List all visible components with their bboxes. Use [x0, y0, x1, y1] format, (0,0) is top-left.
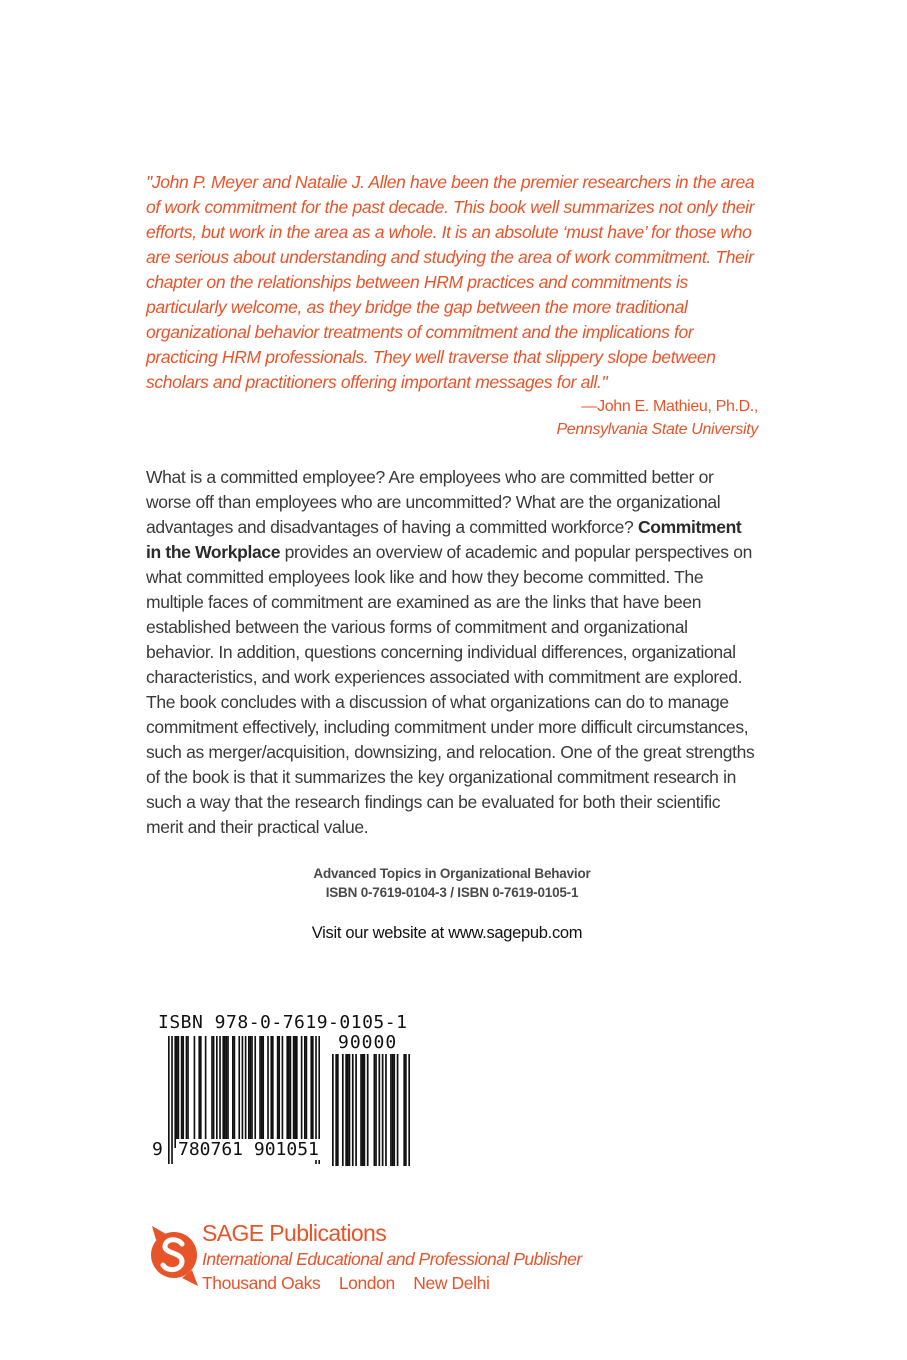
barcode-bar [222, 1036, 224, 1148]
barcode-isbn-text: ISBN 978-0-7619-0105-1 [158, 1012, 408, 1033]
barcode-bar [242, 1036, 244, 1148]
barcode-bar [335, 1054, 337, 1166]
barcode-bar [213, 1036, 215, 1148]
barcode-bar [171, 1036, 173, 1164]
barcode-bar [375, 1054, 377, 1166]
barcode-bar [286, 1036, 288, 1148]
barcode-bar [270, 1036, 272, 1148]
barcode-bar [385, 1054, 387, 1166]
barcode-bar [168, 1036, 170, 1164]
barcode-bar [181, 1036, 183, 1148]
barcode-bar [219, 1036, 221, 1148]
sage-logo-icon [148, 1218, 202, 1293]
barcode-ean-first-digit: 9 [152, 1139, 163, 1160]
barcode-bar [178, 1036, 180, 1148]
series-isbns: ISBN 0-7619-0104-3 / ISBN 0-7619-0105-1 [325, 885, 579, 900]
barcode-bar [277, 1036, 279, 1148]
series-info [146, 864, 758, 902]
barcode-bar [310, 1036, 312, 1148]
series-name: Advanced Topics in Organizational Behavior [313, 866, 591, 881]
barcode-bar [254, 1036, 256, 1148]
barcode-bar [294, 1036, 296, 1148]
barcode-bar [232, 1036, 234, 1148]
barcode-bar [290, 1036, 292, 1148]
barcode-bar [392, 1054, 394, 1166]
description-body: provides an overview of academic and popular perspectives on what committed employees look like and how they become committed. The multiple faces of commitment are examined as are the links that have been established between the various forms of commitment and organizational behavior. In addition, questions concerning individual differences, organizational characteristics, and work experiences associated with commitment are explored. The book concludes with a discussion of what organizations can do to manage commitment effectively, including commitment under more difficult circumstances, such as merger/acquisition, downsizing, and relocation. One of the great strengths of the book is that it summarizes the key organizational commitment research in such a way that the research findings can be evaluated for both their scientific merit and their practical value. [146, 542, 755, 837]
barcode-bar [301, 1036, 303, 1148]
barcode-bar [408, 1054, 410, 1166]
barcode-bar [216, 1036, 218, 1148]
publisher-city: New Delhi [413, 1273, 490, 1293]
barcode-bar [205, 1036, 207, 1148]
barcode-bar [267, 1036, 269, 1148]
barcode-bar [261, 1036, 263, 1148]
barcode-bar [405, 1054, 407, 1166]
barcode-bar [226, 1036, 228, 1148]
barcode-bar [278, 1036, 280, 1148]
barcode-bar [245, 1036, 247, 1148]
barcode-bar [364, 1054, 366, 1166]
barcode-bar [347, 1054, 349, 1166]
barcode-bar [382, 1054, 384, 1166]
endorsement-quote: "John P. Meyer and Natalie J. Allen have been the premier researchers in the area of work commitment for the past decade. This book well summarizes not only their efforts, but work in the area as a whole. It is an absolute ‘must have’ for those who are serious about understanding and studying the area of work commitment. Their chapter on the relationships between HRM practices and commitments is particularly welcome, as they bridge the gap between the more traditional organizational behavior treatments of commitment and the implications for practicing HRM professionals. They well traverse that slippery slope between scholars and practitioners offering important messages for all." [146, 172, 755, 392]
barcode-bar [367, 1054, 369, 1166]
barcode-bar [211, 1036, 213, 1148]
endorsement-attribution [146, 395, 758, 441]
barcode-bar [227, 1036, 229, 1148]
barcode-bar [186, 1036, 188, 1148]
book-description [146, 465, 758, 840]
barcode-addon-digits: 90000 [338, 1032, 398, 1053]
barcode-bar [390, 1054, 392, 1166]
barcode-bar [176, 1036, 178, 1148]
barcode-bar [352, 1054, 354, 1166]
description-intro: What is a committed employee? Are employees who are committed better or worse off than employees who are uncommitted? What are the organizational advantages and disadvantages of having a committed workforce? [146, 467, 721, 537]
barcode-bar [306, 1036, 308, 1148]
barcode-bar [198, 1036, 200, 1148]
barcode-bar [262, 1036, 264, 1148]
endorsement-author: —John E. Mathieu, Ph.D., [581, 398, 758, 415]
barcode-bar [238, 1036, 240, 1148]
publisher-cities [202, 1273, 503, 1294]
barcode-bar [362, 1054, 364, 1166]
barcode-bars-addon [332, 1054, 410, 1166]
barcode-bar [360, 1054, 362, 1166]
barcode-bar [378, 1054, 380, 1166]
barcode-bar [349, 1054, 351, 1166]
barcode-bar [182, 1036, 184, 1148]
barcode-bar [272, 1036, 274, 1148]
barcode-bar [234, 1036, 236, 1148]
barcode-bar [187, 1036, 189, 1148]
endorsement-affiliation: Pennsylvania State University [556, 421, 758, 438]
website-notice: Visit our website at www.sagepub.com [311, 924, 583, 942]
barcode-bar [288, 1036, 290, 1148]
publisher-block [148, 1218, 608, 1298]
barcode-ean-digits: 780761 901051 [178, 1139, 319, 1160]
barcode-bar [248, 1036, 250, 1148]
barcode-bar [342, 1054, 344, 1166]
barcode-bar [251, 1036, 253, 1148]
barcode-bar [259, 1036, 261, 1148]
barcode-bar [397, 1054, 399, 1166]
barcode-bar [373, 1054, 375, 1166]
barcode-bar [312, 1036, 314, 1148]
description-book-title: Commitment in the Workplace [146, 517, 742, 562]
barcode-bar [304, 1036, 306, 1148]
barcode-bar [403, 1054, 405, 1166]
barcode-bar [345, 1054, 347, 1166]
barcode-bar [393, 1054, 395, 1166]
barcode-bar [332, 1054, 334, 1166]
barcode-bar [337, 1054, 339, 1166]
barcode-bar [296, 1036, 298, 1148]
publisher-city: Thousand Oaks [202, 1273, 321, 1293]
publisher-tagline: International Educational and Professional Publisher [202, 1249, 582, 1269]
barcode-bar [282, 1036, 284, 1148]
publisher-city: London [338, 1273, 395, 1293]
barcode-bar [355, 1054, 357, 1166]
publisher-name: SAGE Publications [202, 1220, 387, 1246]
barcode-bar [174, 1036, 176, 1148]
barcode-bar [200, 1036, 202, 1148]
endorsement-quote-block [146, 170, 758, 441]
barcode-bar [293, 1036, 295, 1148]
barcode-bar [224, 1036, 226, 1148]
barcode-bar [250, 1036, 252, 1148]
isbn-barcode [148, 1012, 418, 1167]
barcode-bar [194, 1036, 196, 1148]
